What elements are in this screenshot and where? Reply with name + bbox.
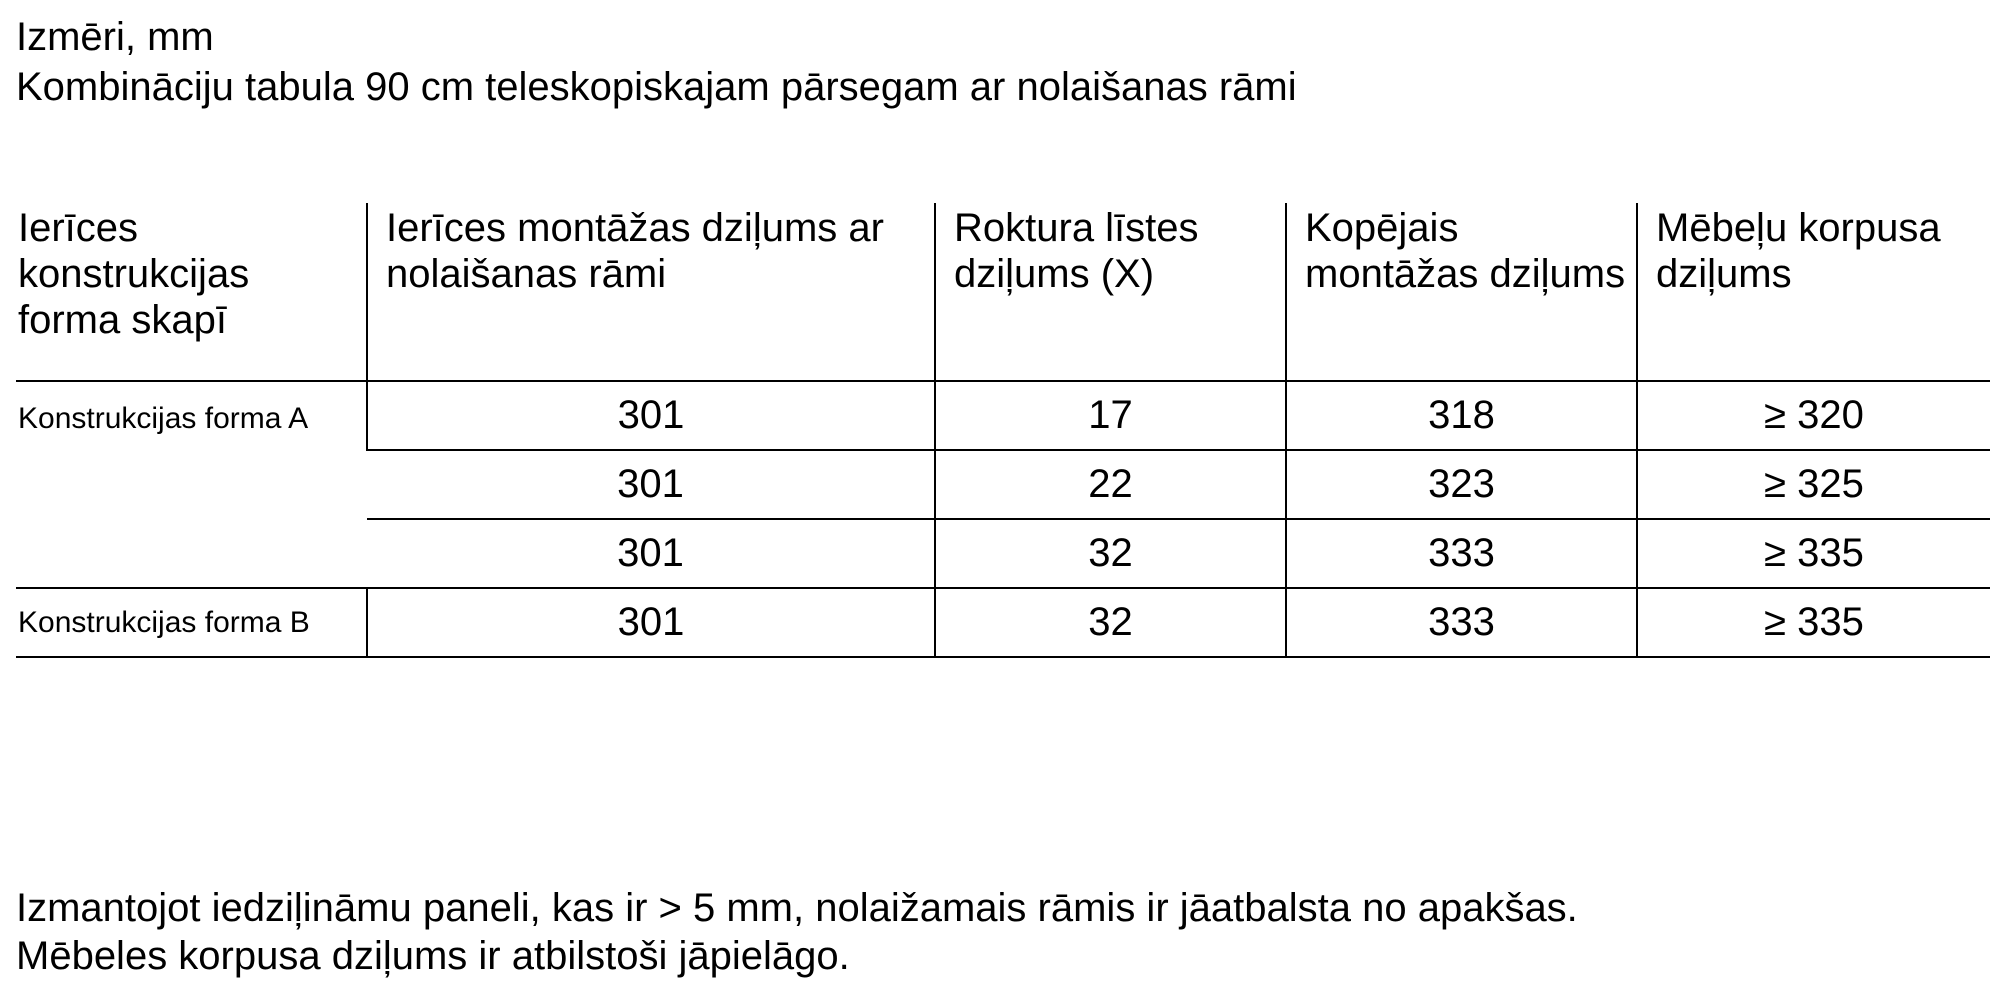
heading-units: Izmēri, mm (16, 15, 214, 59)
mount-depth-cell: 301 (367, 381, 935, 450)
footnote (16, 884, 1578, 980)
handle-depth-cell: 17 (935, 381, 1286, 450)
column-header-form: Ierīces konstrukcijas forma skapī (16, 203, 367, 381)
handle-depth-cell: 22 (935, 450, 1286, 519)
footnote-line-2: Mēbeles korpusa dziļums ir atbilstoši jāpielāgo. (16, 934, 850, 978)
combination-table (16, 203, 1990, 658)
column-header-total-depth: Kopējais montāžas dziļums (1286, 203, 1637, 381)
total-depth-cell: 333 (1286, 519, 1637, 588)
total-depth-cell: 333 (1286, 588, 1637, 657)
mount-depth-cell: 301 (367, 450, 935, 519)
mount-depth-cell: 301 (367, 588, 935, 657)
cabinet-depth-cell: ≥ 325 (1637, 450, 1990, 519)
total-depth-cell: 318 (1286, 381, 1637, 450)
table-row (16, 588, 1990, 657)
document-heading (16, 12, 1297, 112)
total-depth-cell: 323 (1286, 450, 1637, 519)
cabinet-depth-cell: ≥ 335 (1637, 588, 1990, 657)
mount-depth-cell: 301 (367, 519, 935, 588)
handle-depth-cell: 32 (935, 519, 1286, 588)
footnote-line-1: Izmantojot iedziļināmu paneli, kas ir > 5 mm, nolaižamais rāmis ir jāatbalsta no apakšas. (16, 886, 1578, 930)
column-header-mount-depth: Ierīces montāžas dziļums ar nolaišanas rāmi (367, 203, 935, 381)
heading-title: Kombināciju tabula 90 cm teleskopiskajam pārsegam ar nolaišanas rāmi (16, 65, 1297, 109)
column-header-handle-depth: Roktura līstes dziļums (X) (935, 203, 1286, 381)
form-cell: Konstrukcijas forma A (16, 381, 367, 588)
table-header-row (16, 203, 1990, 381)
cabinet-depth-cell: ≥ 320 (1637, 381, 1990, 450)
table-row (16, 381, 1990, 450)
form-cell: Konstrukcijas forma B (16, 588, 367, 657)
cabinet-depth-cell: ≥ 335 (1637, 519, 1990, 588)
handle-depth-cell: 32 (935, 588, 1286, 657)
column-header-cabinet-depth: Mēbeļu korpusa dziļums (1637, 203, 1990, 381)
